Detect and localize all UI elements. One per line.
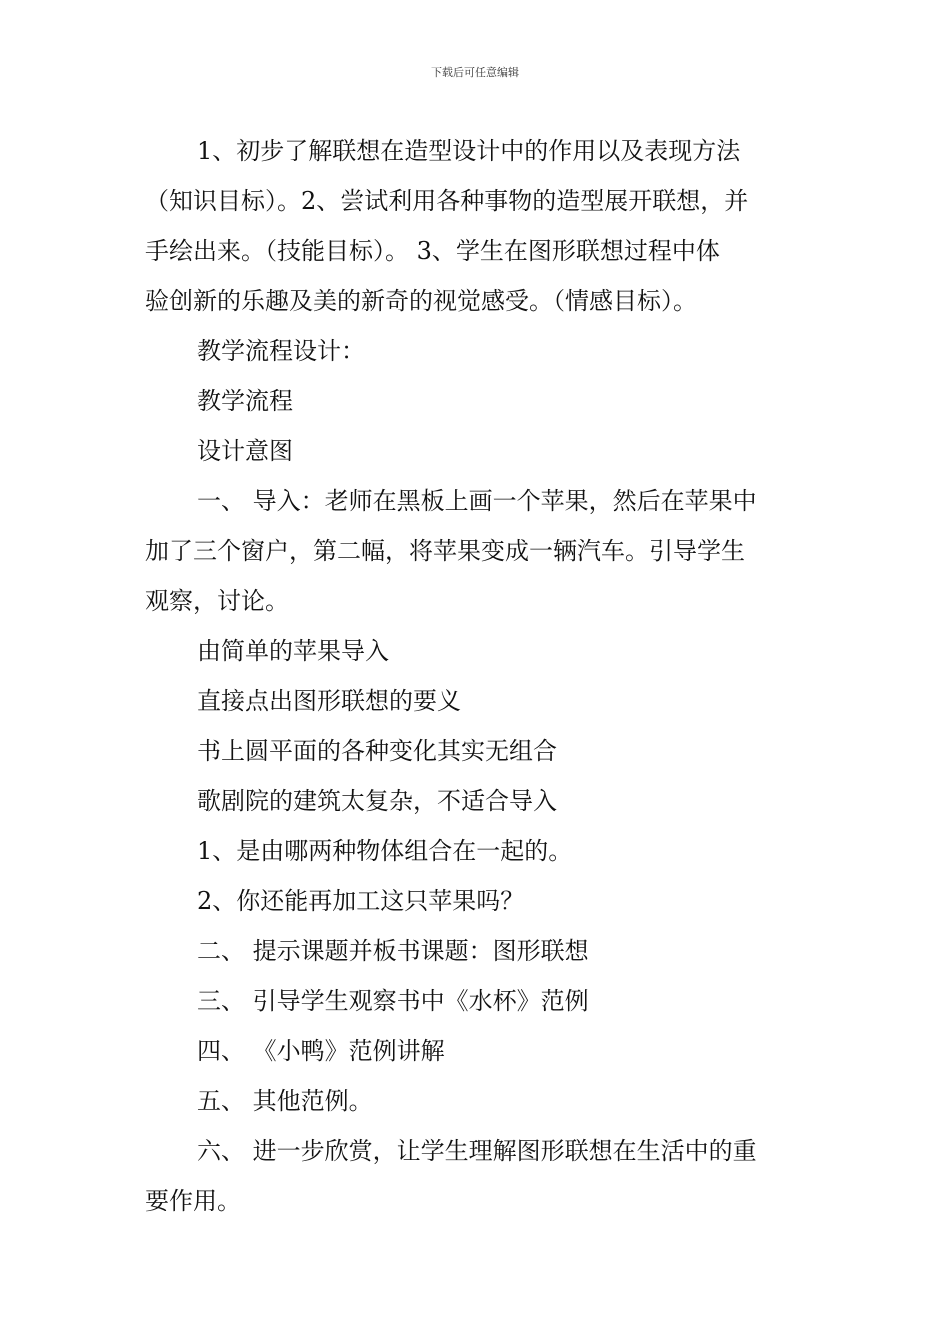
list-item: 四、 《小鸭》范例讲解 [197, 1037, 445, 1065]
header-note: 下载后可任意编辑 [431, 66, 519, 79]
paragraph-line: 验创新的乐趣及美的新奇的视觉感受。（情感目标）。 [145, 287, 697, 315]
paragraph-line: 设计意图 [197, 437, 293, 465]
paragraph-line: 手绘出来。（技能目标）。 3、学生在图形联想过程中体 [145, 237, 720, 265]
paragraph-line: 要作用。 [145, 1187, 241, 1215]
paragraph-line: 歌剧院的建筑太复杂，不适合导入 [197, 787, 557, 815]
paragraph-line: 观察，讨论。 [145, 587, 289, 615]
paragraph-line: 书上圆平面的各种变化其实无组合 [197, 737, 557, 765]
paragraph-line: 1、初步了解联想在造型设计中的作用以及表现方法 [197, 137, 741, 165]
document-body [145, 126, 807, 1226]
list-item: 2、你还能再加工这只苹果吗？ [197, 887, 525, 915]
paragraph-line: 一、 导入：老师在黑板上画一个苹果，然后在苹果中 [197, 487, 757, 515]
paragraph-line: （知识目标）。2、尝试利用各种事物的造型展开联想，并 [145, 187, 749, 215]
paragraph-line: 加了三个窗户，第二幅，将苹果变成一辆汽车。引导学生 [145, 537, 745, 565]
paragraph-line: 由简单的苹果导入 [197, 637, 389, 665]
paragraph-line: 教学流程 [197, 387, 293, 415]
list-item: 二、 提示课题并板书课题：图形联想 [197, 937, 589, 965]
list-item: 三、 引导学生观察书中《水杯》范例 [197, 987, 589, 1015]
list-item: 五、 其他范例。 [197, 1087, 373, 1115]
section-heading: 教学流程设计： [197, 337, 365, 365]
paragraph-line: 直接点出图形联想的要义 [197, 687, 461, 715]
list-item: 1、是由哪两种物体组合在一起的。 [197, 837, 573, 865]
list-item: 六、 进一步欣赏，让学生理解图形联想在生活中的重 [197, 1137, 757, 1165]
